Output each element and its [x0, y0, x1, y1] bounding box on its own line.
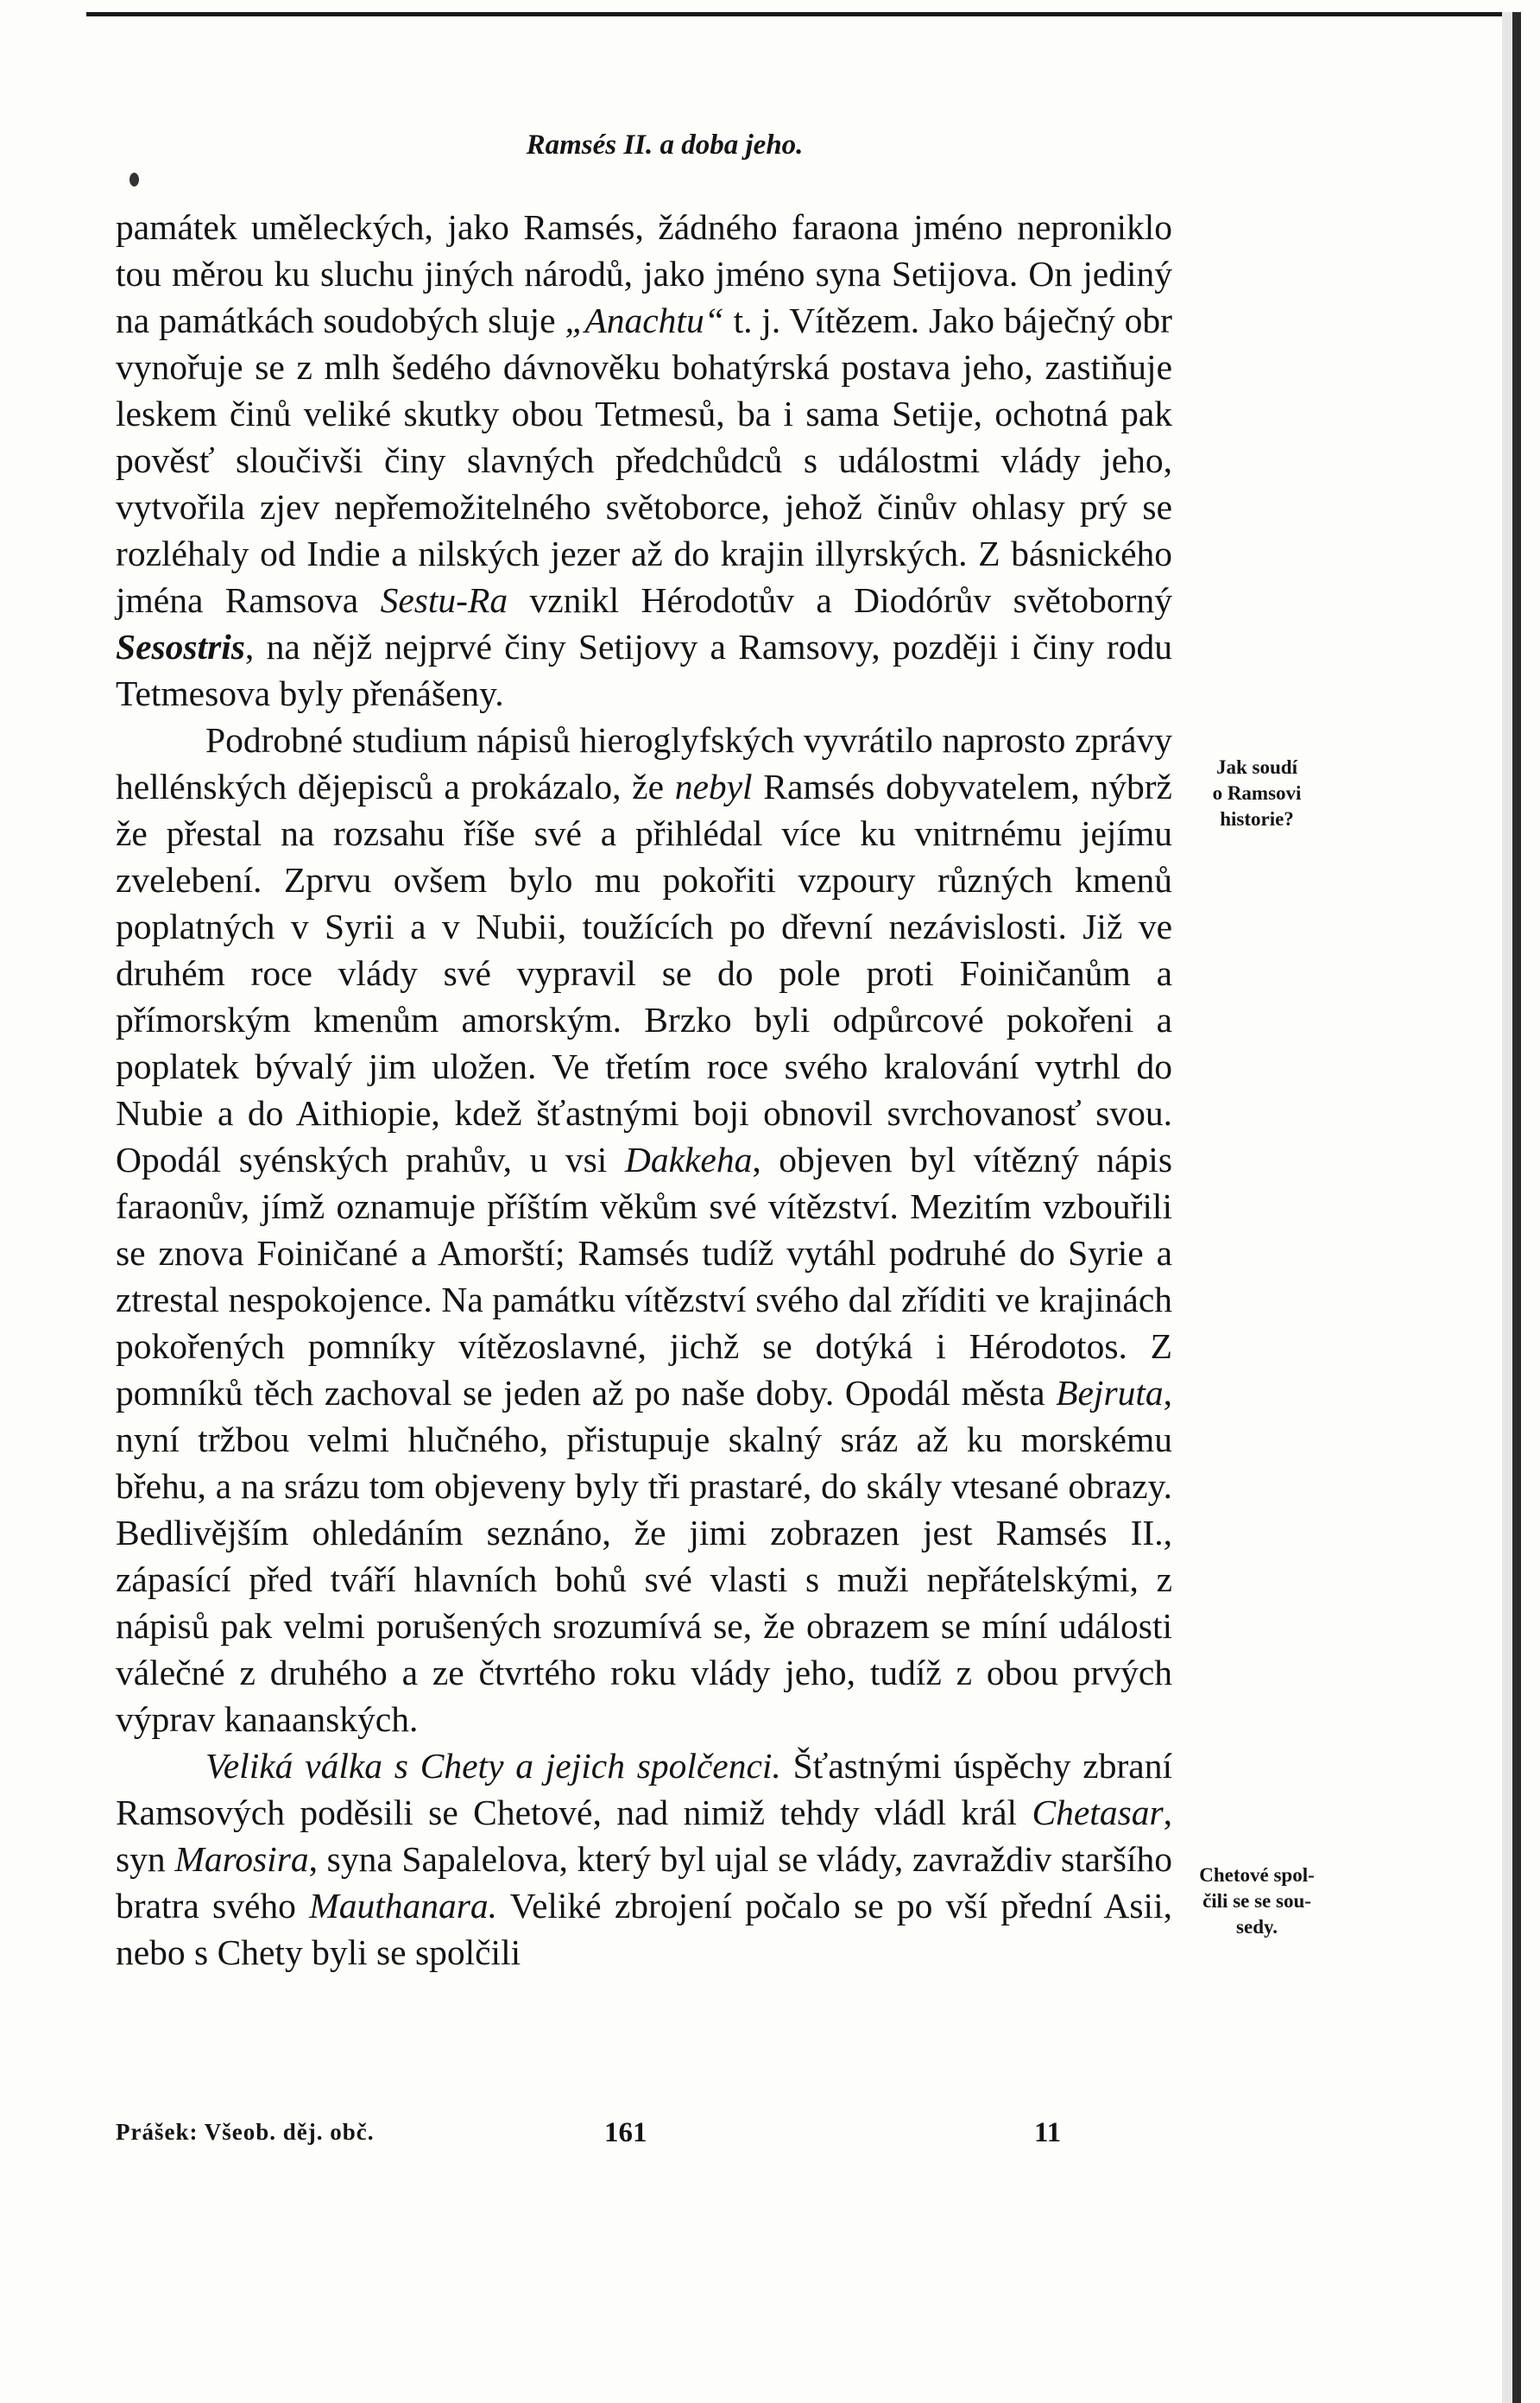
footer-book-title: Prášek: Všeob. děj. obč. [116, 2119, 375, 2145]
emphasized-text: Dakkeha [624, 1140, 753, 1179]
margin-note-line: historie? [1220, 808, 1294, 830]
emphasized-text: nebyl [674, 767, 753, 806]
text-run: , nyní tržbou velmi hlučného, přistupuje skalný sráz až ku morskému břehu, a na srázu tom objeveny byly tři prastaré, do skály vtesané obrazy. Bedlivějším ohledáním seznáno, že jimi zobrazen jest Ramsés II., zápasící před tváří hlavních bohů své vlasti s muži nepřátelskými, z nápisů pak velmi porušených srozumívá se, že obrazem se míní události válečné z druhého a ze čtvrtého roku vlády jeho, tudíž z obou prvých výprav kanaanských. [116, 1373, 1172, 1739]
page-right-shadow [1502, 12, 1512, 2403]
emphasized-text: Mauthanara. [309, 1886, 498, 1926]
margin-note-ramses-history [1190, 755, 1324, 832]
margin-note-line: čili se se sou- [1202, 1890, 1311, 1912]
text-run: , syna Sapalelova, který byl ujal se vlády, zavraždiv staršího bratra svého [116, 1839, 1173, 1926]
text-run: památek uměleckých, jako Ramsés, žádného faraona jméno neproniklo tou měrou ku sluchu jiných národů, jako jméno syna Setijova. On jediný na památkách soudobých sluje [116, 207, 1172, 340]
emphasized-text: „Anachtu“ [565, 300, 724, 340]
running-head: Ramsés II. a doba jeho. [526, 130, 804, 161]
margin-note-line: Chetové spol- [1199, 1864, 1315, 1886]
emphasized-text: Bejruta [1056, 1373, 1164, 1413]
text-run: Ramsés dobyvatelem, nýbrž že přestal na rozsahu říše své a přihlédal více ku vnitrnému jejímu zvelebení. Zprvu ovšem bylo mu pokořiti vzpoury různých kmenů poplatných v Syrii a v Nubii, toužících po dřevní nezávislosti. Již ve druhém roce vlády své vypravil se do pole proti Foiničanům a přímorským kmenům amorským. Brzko byli odpůrcové pokořeni a poplatek bývalý jim uložen. Ve třetím roce svého kralování vytrhl do Nubie a do Aithiopie, kdež šťastnými boji obnovil svrchovanosť svou. Opodál syénských prahův, u vsi [116, 767, 1172, 1179]
margin-note-hittites-allies [1190, 1862, 1324, 1940]
page-right-edge [1512, 12, 1521, 2403]
emphasized-text: Sestu-Ra [380, 580, 508, 620]
paragraph [116, 204, 1172, 717]
text-run: Šťastnými úspěchy zbraní Ramsových poděsili se Chetové, nad nimiž tehdy vládl král [116, 1746, 1172, 1832]
signature-mark: 11 [1034, 2117, 1062, 2148]
emphasized-text: Marosira [174, 1839, 309, 1879]
text-run: , syn [116, 1793, 1172, 1879]
margin-note-line: sedy. [1236, 1916, 1278, 1938]
paragraph [116, 717, 1172, 1742]
margin-note-line: o Ramsovi [1212, 782, 1302, 804]
page-top-edge [86, 12, 1502, 16]
emphasized-text: Chetasar [1032, 1793, 1164, 1832]
page-number: 161 [604, 2117, 647, 2148]
emphasized-text: Veliká válka s Chety a jejich spolčenci. [205, 1746, 781, 1786]
paragraph [116, 1742, 1172, 1976]
emphasized-text: Sesostris [116, 627, 245, 667]
body-text [116, 204, 1172, 1976]
text-run: Veliké zbrojení počalo se po vší přední Asii, nebo s Chety byli se spolčili [116, 1886, 1172, 1972]
ink-dot [129, 173, 139, 187]
text-run: vznikl Hérodotův a Diodórův světoborný [508, 580, 1172, 620]
text-run: t. j. Vítězem. Jako báječný obr vynořuje se z mlh šedého dávnověku bohatýrská postava jeho, zastiňuje leskem činů veliké skutky obou Tetmesů, ba i sama Setije, ochotná pak pověsť sloučivši činy slavných předchůdců s událostmi vlády jeho, vytvořila zjev nepřemožitelného světoborce, jehož činův ohlasy prý se rozléhaly od Indie a nilských jezer až do krajin illyrských. Z básnického jména Ramsova [116, 300, 1173, 620]
margin-note-line: Jak soudí [1216, 756, 1297, 778]
text-run: Podrobné studium nápisů hieroglyfských vyvrátilo naprosto zprávy hellénských dějepisců a prokázalo, že [116, 720, 1172, 806]
text-run: , na nějž nejprvé činy Setijovy a Ramsovy, později i činy rodu Tetmesova byly přenášeny. [116, 627, 1172, 713]
text-run: , objeven byl vítězný nápis faraonův, jímž oznamuje příštím věkům své vítězství. Mezitím vzbouřili se znova Foiničané a Amorští; Ramsés tudíž vytáhl podruhé do Syrie a ztrestal nespokojence. Na památku vítězství svého dal zříditi ve krajinách pokořených pomníky vítězoslavné, jichž se dotýká i Hérodotos. Z pomníků těch zachoval se jeden až po naše doby. Opodál města [116, 1140, 1172, 1413]
